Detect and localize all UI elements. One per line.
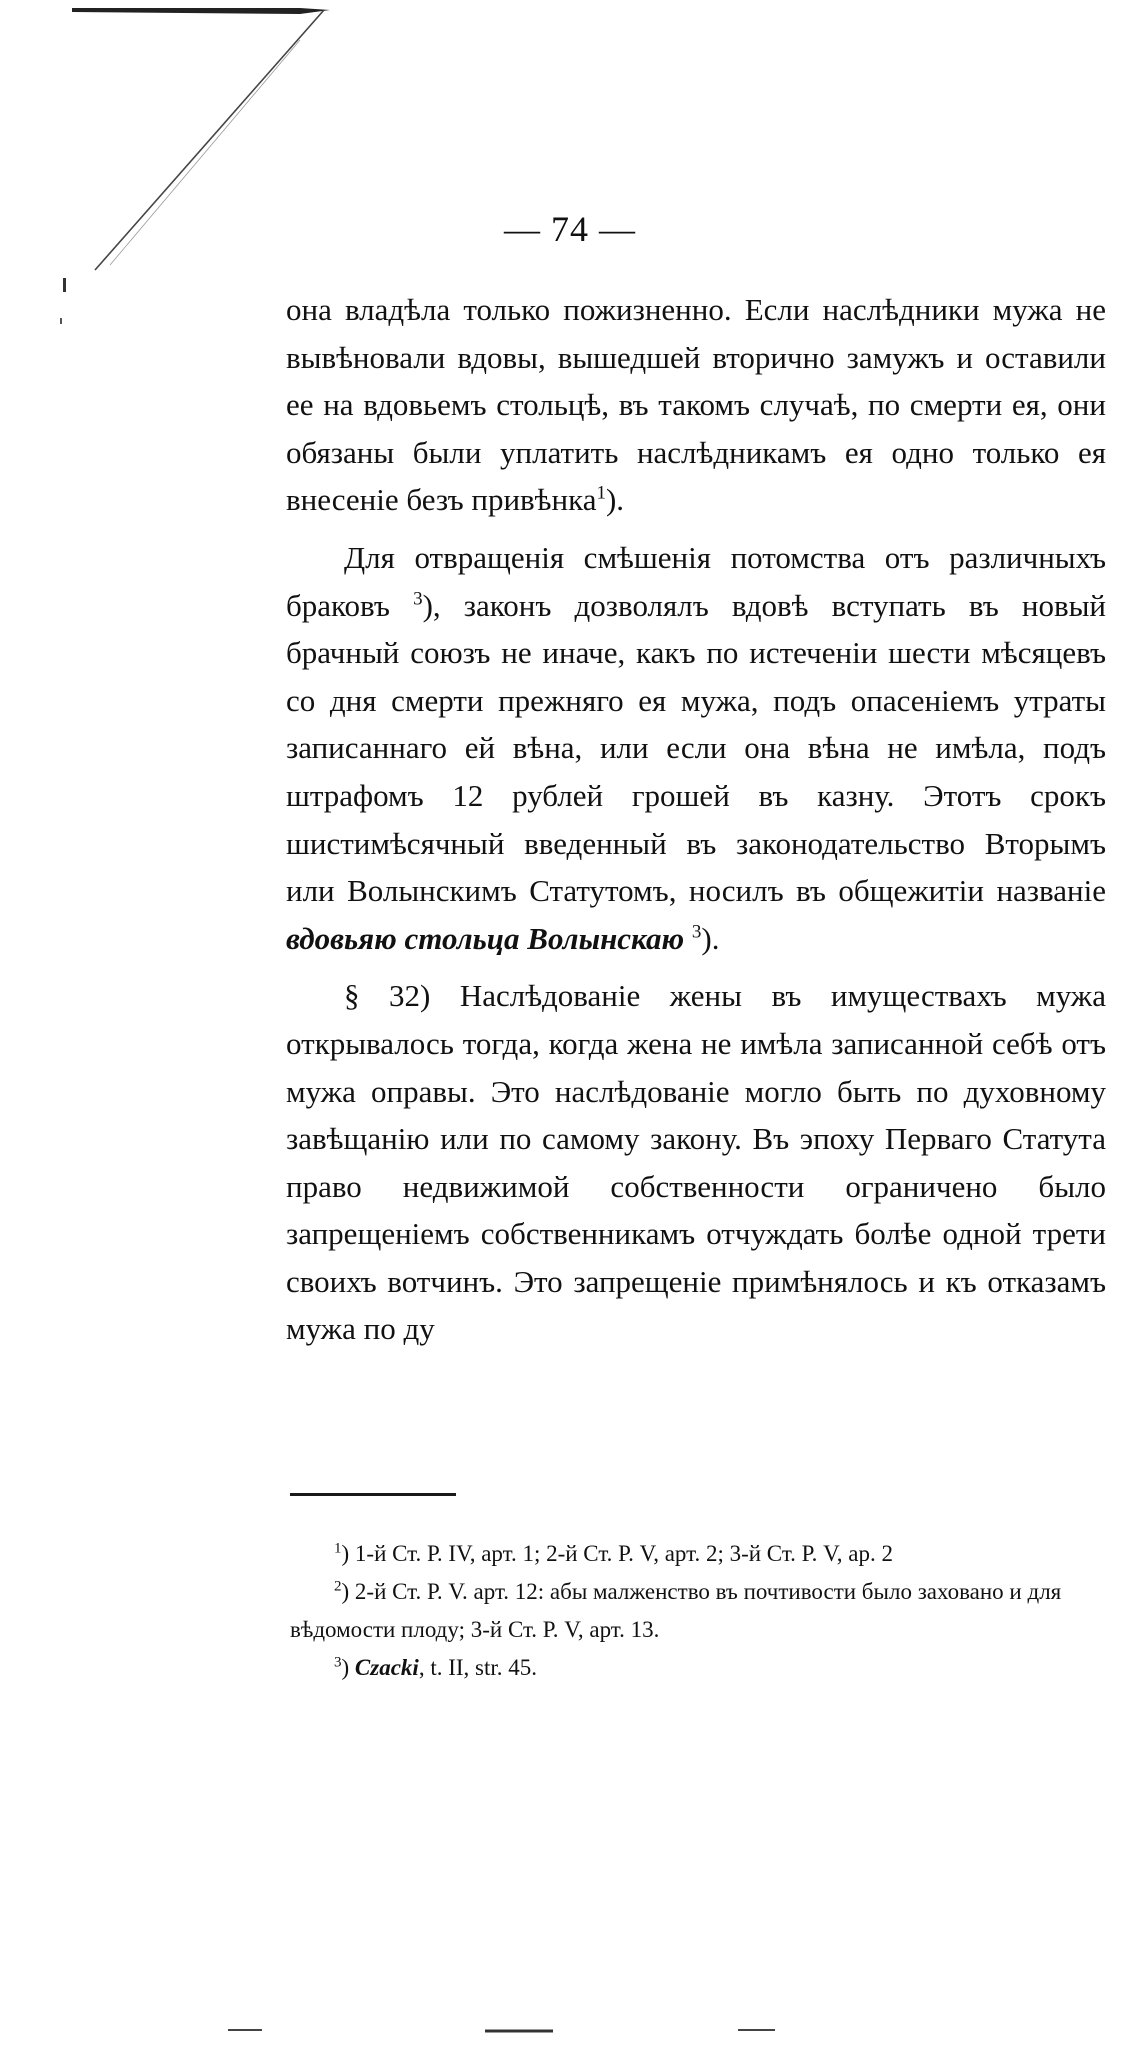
paragraph-text: § 32) Наслѣдованіе жены въ имуществахъ мужа открывалось тогда, когда жена не имѣла записанной себѣ отъ мужа оправы. Это наслѣдованіе могло быть по духовному завѣщанію или по самому закону. Въ эпоху Перваго Статута право недвижимой собственности ограничено было запрещеніемъ собственникамъ отчуждать болѣе одной трети своихъ вотчинъ. Это запрещеніе примѣнялось и къ отказамъ мужа по ду (286, 978, 1106, 1347)
footnote-reference: 3 (413, 588, 423, 610)
paragraph (286, 534, 1106, 962)
footnote-text: 1-й Ст. Р. IV, арт. 1; 2-й Ст. Р. V, арт. 2; 3-й Ст. Р. V, ар. 2 (354, 1541, 893, 1566)
footnote: $^3$) Czacki, t. II, str. 45. (334, 1654, 538, 1680)
footnote-text: 2-й Ст. Р. V. арт. 12: абы малженство въ почтивости было заховано и для вѣдомости плоду; 3-й Ст. Р. V, арт. 13. (290, 1579, 1062, 1642)
footnote-text: , t. II, str. 45. (418, 1655, 538, 1680)
paragraph-text: ), законъ дозволялъ вдовѣ вступать въ новый брачный союзъ не иначе, какъ по истеченіи шести мѣсяцевъ со дня смерти прежняго ея мужа, подъ опасеніемъ утраты записаннаго ей вѣна, или если она вѣна не имѣла, подъ штрафомъ 12 рублей грошей въ казну. Этотъ срокъ шистимѣсячный введенный въ законодательство Вторымъ или Волынскимъ Статутомъ, носилъ въ общежитіи названіе (286, 587, 1107, 909)
scan-tick-mark (63, 278, 66, 292)
paragraph-tail: ) (605, 482, 617, 518)
paragraph-tail: ) (701, 920, 712, 956)
footnote-author: Czacki (354, 1655, 419, 1680)
footnote-reference: 1 (596, 483, 606, 505)
paragraph (286, 286, 1106, 524)
footnote-separator (290, 1493, 456, 1496)
paragraph-text: Для отвращенія смѣшенія потомства отъ различныхъ браковъ (286, 539, 1106, 623)
scan-tick-mark (60, 318, 62, 324)
scan-edge-mark-top (72, 8, 330, 14)
page-number: — 74 — (504, 209, 636, 249)
paragraph-tail: . (616, 482, 625, 518)
footnote: $^1$) 1-й Ст. Р. IV, арт. 1; 2-й Ст. Р. V, арт. 2; 3-й Ст. Р. V, ар. 2 (334, 1540, 893, 1566)
paragraph (286, 972, 1106, 1353)
footnote-reference: 3 (691, 921, 702, 943)
footnotes (290, 1535, 1108, 1687)
body-text (286, 286, 1106, 1363)
paragraph-text: она владѣла только пожизненно. Если наслѣдники мужа не вывѣновали вдовы, вышедшей вторично замужъ и оставили ее на вдовьемъ стольцѣ, въ такомъ случаѣ, по смерти ея, они обязаны были уплатить наслѣдникамъ ея одно только ея внесеніе безъ привѣнка (286, 292, 1106, 518)
footnote-mark: 1 (334, 1540, 342, 1557)
italic-term: вдовьяю стольца Волынскаю (286, 920, 685, 956)
footnote-mark: 3 (334, 1654, 342, 1671)
paragraph-tail: . (711, 920, 720, 956)
footnote: $^2$) 2-й Ст. Р. V. арт. 12: абы малженство въ почтивости было заховано и для вѣдомости плоду; 3-й Ст. Р. V, арт. 13. (290, 1578, 1062, 1642)
footnote-mark: 2 (334, 1578, 342, 1595)
